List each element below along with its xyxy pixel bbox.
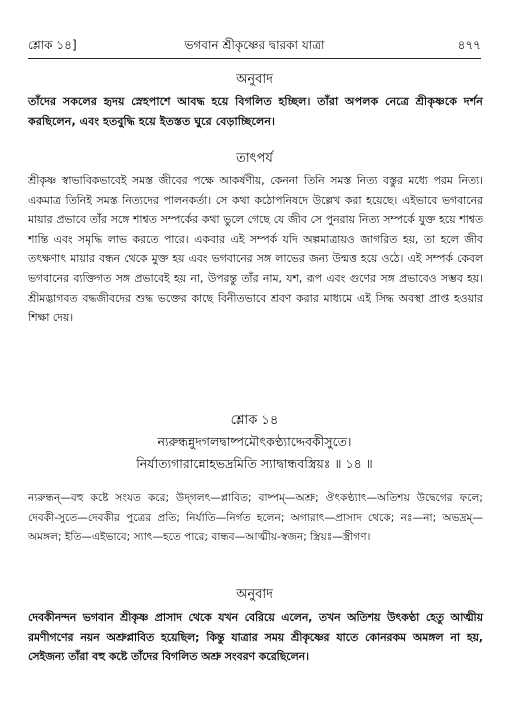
verse-number-heading: শ্লোক ১৪ [230,413,279,428]
purport-heading: তাৎপর্য [236,151,273,166]
translation-heading: অনুবাদ [236,72,273,87]
running-header [28,37,481,55]
header-chapter-title: ভগবান শ্রীকৃষ্ণের দ্বারকা যাত্রা [184,38,325,52]
verse-line-1: ন্যরুন্ধন্নুদগলদ্বাষ্পমৌৎকণ্ঠ্যাদ্দেবকীসুতে। [157,434,352,449]
translation-text-2: দেবকীনন্দন ভগবান শ্রীকৃষ্ণ প্রাসাদ থেকে যখন বেরিয়ে এলেন, তখন অতিশয় উৎকণ্ঠা হেতু আত্মীয় রমণীগণের নয়ন অশ্রুপ্লাবিত হয়েছিল; কিন্তু যাত্রার সময় শ্রীকৃষ্ণের যাতে কোনরকম অমঙ্গল না হয়, সেইজন্য তাঁরা বহু কষ্টে তাঁদের বিগলিত অশ্রু সংবরণ করেছিলেন। [28,611,483,664]
purport-text: শ্রীকৃষ্ণ স্বাভাবিকভাবেই সমস্ত জীবের পক্ষে আকর্ষণীয়, কেননা তিনি সমস্ত নিত্য বস্তুর মধ্যে পরম নিত্য। একমাত্র তিনিই সমস্ত নিত্যদের পালনকর্তা। সে কথা কঠোপনিষদে উল্লেখ করা হয়েছে। এইভাবে ভগবানের মায়ার প্রভাবে তাঁর সঙ্গে শাশ্বত সম্পর্কের কথা ভুলে গেছে যে জীব সে পুনরায় নিত্য সম্পর্কে যুক্ত হয়ে শাশ্বত শান্তি এবং সমৃদ্ধি লাভ করতে পারে। একবার এই সম্পর্ক যদি অল্পমাত্রায়ও জাগরিত হয়, তা হলে জীব তৎক্ষণাৎ মায়ার বন্ধন থেকে মুক্ত হয় এবং ভগবানের সঙ্গ লাভের জন্য উন্মত্ত হয়ে ওঠে। এই সম্পর্ক কেবল ভগবানের ব্যক্তিগত সঙ্গ প্রভাবেই হয় না, উপরন্তু তাঁর নাম, যশ, রূপ এবং গুণের সঙ্গ প্রভাবেও সম্ভব হয়। শ্রীমদ্ভাগবত বদ্ধজীবদের শুদ্ধ ভক্তের কাছে বিনীতভাবে শ্রবণ করার মাধ্যমে এই সিদ্ধ অবস্থা প্রাপ্ত হওয়ার শিক্ষা দেয়। [28,174,483,325]
synonyms-text: ন্যরুন্ধন্—বহু কষ্টে সংযত করে; উদ্‌গলৎ—প্লাবিত; বাষ্পম্—অশ্রু; ঔৎকণ্ঠ্যাৎ—অতিশয় উদ্বেগের ফলে; দেবকী-সুতে—দেবকীর পুত্রের প্রতি; নির্যাতি—নির্গত হলেন; অগারাৎ—প্রাসাদ থেকে; নঃ—না; অভদ্রম্—অমঙ্গল; ইতি—এইভাবে; স্যাৎ—হতে পারে; বান্ধব—আত্মীয়-স্বজন; স্ত্রিয়ঃ—স্ত্রীগণ। [28,492,483,544]
translation-text: তাঁদের সকলের হৃদয় স্নেহপাশে আবদ্ধ হয়ে বিগলিত হচ্ছিল। তাঁরা অপলক নেত্রে শ্রীকৃষ্ণকে দর্শন করছিলেন, এবং হতবুদ্ধি হয়ে ইতস্তত ঘুরে বেড়াচ্ছিলেন। [28,95,483,128]
header-divider [28,58,481,59]
translation-heading-2: অনুবাদ [236,587,273,602]
page-number: ৪৭৭ [457,38,481,52]
header-verse-ref: শ্লোক ১৪] [28,38,77,52]
verse-line-2: নির্যাত্যগারান্নোহভদ্রমিতি স্যাদ্বান্ধবস্ত্রিয়ঃ ॥ ১৪ ॥ [136,456,373,471]
